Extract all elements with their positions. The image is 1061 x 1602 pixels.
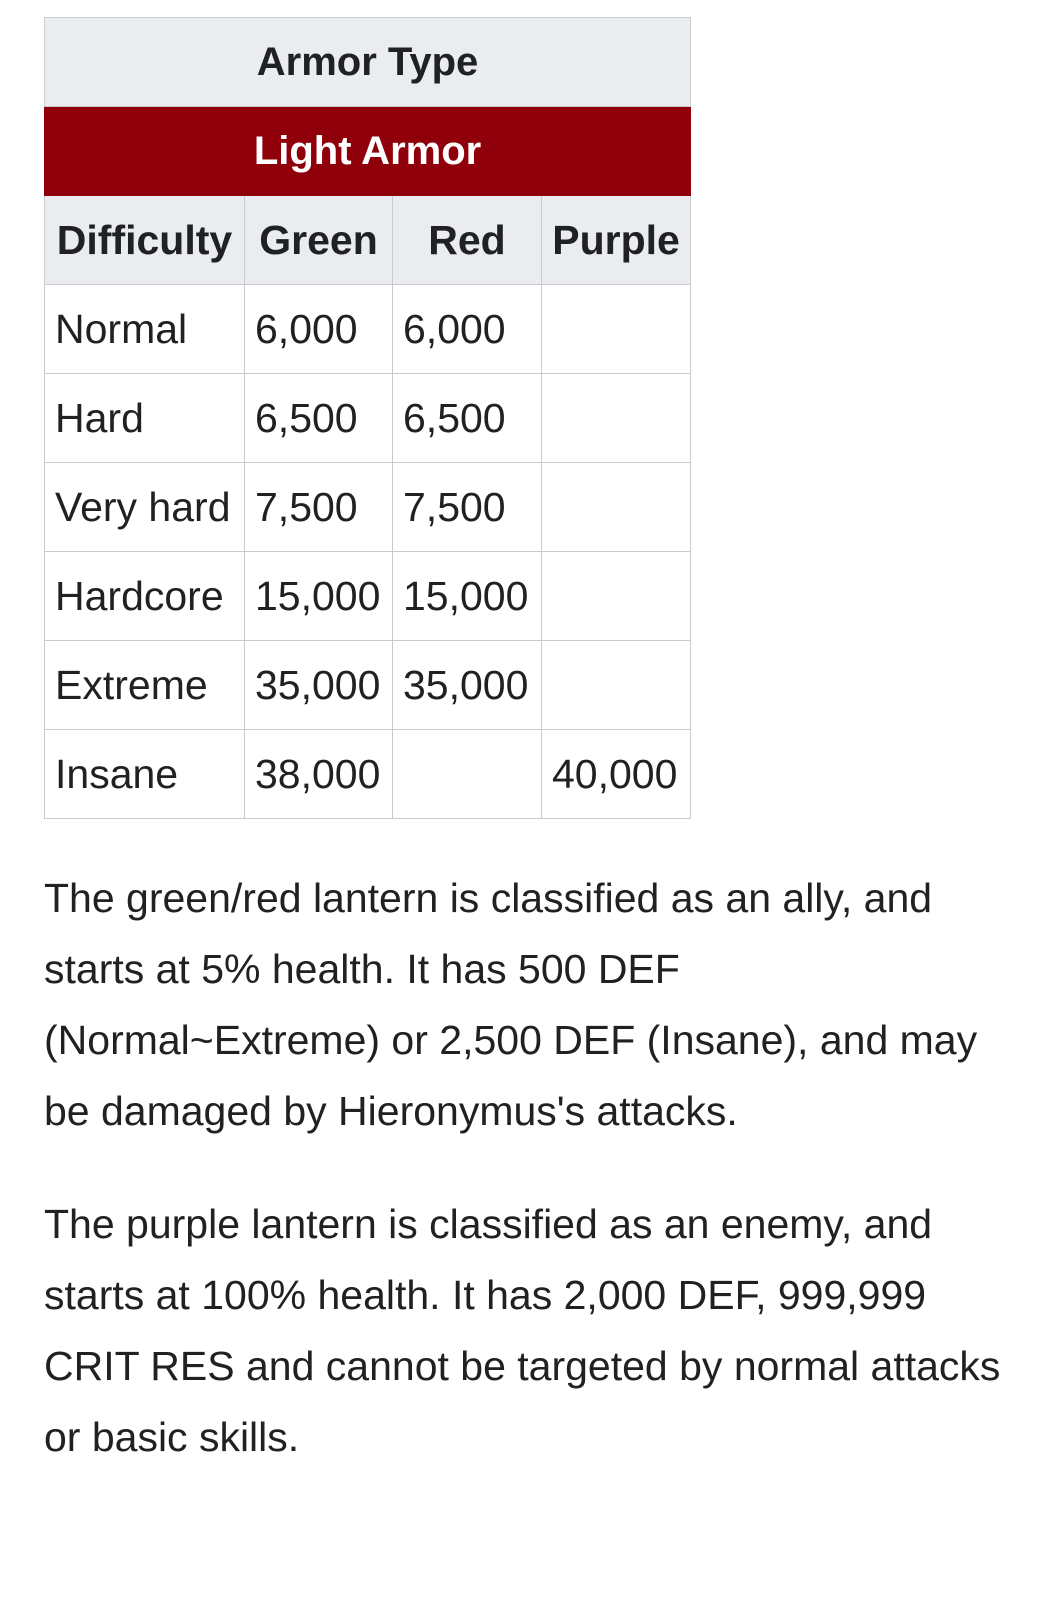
table-cell	[542, 552, 691, 641]
table-row	[45, 552, 691, 641]
table-title: Armor Type	[45, 18, 691, 107]
table-cell: 35,000	[245, 641, 393, 730]
table-row	[45, 285, 691, 374]
table-cell: Insane	[45, 730, 245, 819]
paragraph-ally-lantern: The green/red lantern is classified as an ally, and starts at 5% health. It has 500 DEF (Normal~Extreme) or 2,500 DEF (Insane), and may be damaged by Hieronymus's attacks.	[44, 875, 978, 1134]
table-cell: 6,500	[393, 374, 542, 463]
table-cell: Hardcore	[45, 552, 245, 641]
armor-table	[44, 17, 691, 819]
column-header: Red	[393, 196, 542, 285]
table-row	[45, 374, 691, 463]
table-cell: 38,000	[245, 730, 393, 819]
table-row	[45, 463, 691, 552]
table-cell: 40,000	[542, 730, 691, 819]
table-cell	[542, 641, 691, 730]
column-header-row	[45, 196, 691, 285]
table-cell: 6,000	[245, 285, 393, 374]
paragraph-enemy-lantern: The purple lantern is classified as an enemy, and starts at 100% health. It has 2,000 DEF, 999,999 CRIT RES and cannot be targeted by normal attacks or basic skills.	[44, 1201, 1001, 1460]
table-cell: 15,000	[393, 552, 542, 641]
table-cell	[542, 374, 691, 463]
table-row	[45, 730, 691, 819]
table-cell: Hard	[45, 374, 245, 463]
table-cell	[542, 463, 691, 552]
table-subtitle-row	[45, 107, 691, 196]
table-cell	[542, 285, 691, 374]
table-cell: 15,000	[245, 552, 393, 641]
table-cell: Extreme	[45, 641, 245, 730]
column-header: Green	[245, 196, 393, 285]
table-cell: 35,000	[393, 641, 542, 730]
table-title-row	[45, 18, 691, 107]
table-cell: 7,500	[393, 463, 542, 552]
table-row	[45, 641, 691, 730]
table-cell	[393, 730, 542, 819]
column-header: Purple	[542, 196, 691, 285]
table-cell: 6,500	[245, 374, 393, 463]
table-cell: 6,000	[393, 285, 542, 374]
content	[44, 17, 1024, 1473]
column-header: Difficulty	[45, 196, 245, 285]
table-subtitle: Light Armor	[45, 107, 691, 196]
table-cell: Very hard	[45, 463, 245, 552]
table-cell: Normal	[45, 285, 245, 374]
table-cell: 7,500	[245, 463, 393, 552]
